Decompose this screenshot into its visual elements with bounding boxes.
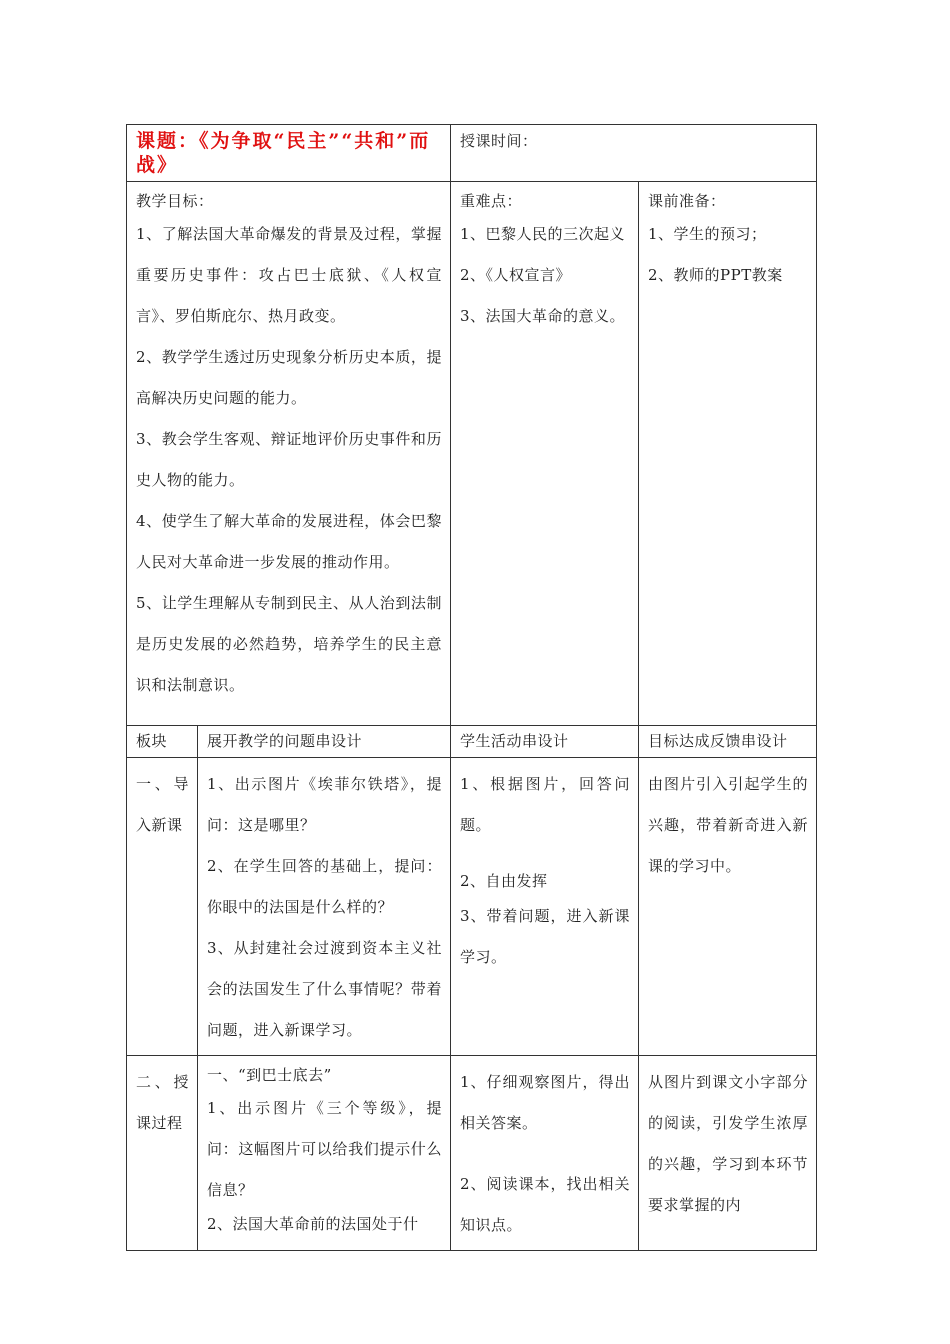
objectives-cell — [127, 182, 451, 726]
objective-item: 5、让学生理解从专制到民主、从人治到法制是历史发展的必然趋势，培养学生的民主意识和法制意识。 — [136, 594, 442, 694]
key-points-cell — [451, 182, 639, 726]
column-header-feedback: 目标达成反馈串设计 — [639, 726, 817, 758]
objective-item: 4、使学生了解大革命的发展进程，体会巴黎人民对大革命进一步发展的推动作用。 — [136, 512, 442, 571]
question-item: 2、在学生回答的基础上，提问：你眼中的法国是什么样的？ — [207, 857, 442, 916]
objective-item: 3、教会学生客观、辩证地评价历史事件和历史人物的能力。 — [136, 430, 442, 489]
objectives-heading: 教学目标： — [136, 192, 214, 210]
preparation-item: 1、学生的预习； — [648, 225, 767, 243]
column-header-block: 板块 — [127, 726, 198, 758]
column-header-questions: 展开教学的问题串设计 — [198, 726, 451, 758]
section-feedback: 从图片到课文小字部分的阅读，引发学生浓厚的兴趣，学习到本环节要求掌握的内 — [639, 1056, 817, 1251]
question-item: 3、从封建社会过渡到资本主义社会的法国发生了什么事情呢？带着问题，进入新课学习。 — [207, 939, 442, 1039]
activity-item: 3、带着问题，进入新课学习。 — [460, 907, 630, 966]
objective-item: 1、了解法国大革命爆发的背景及过程，掌握重要历史事件：攻占巴士底狱、《人权宣言》、罗伯斯庇尔、热月政变。 — [136, 225, 442, 325]
section-activities — [451, 758, 639, 1056]
question-item: 一、“到巴士底去” — [207, 1066, 332, 1084]
column-header-activities: 学生活动串设计 — [451, 726, 639, 758]
question-item: 2、法国大革命前的法国处于什 — [207, 1215, 419, 1233]
section-questions — [198, 758, 451, 1056]
activity-item: 1、根据图片，回答问题。 — [460, 775, 630, 834]
activity-item: 2、阅读课本，找出相关知识点。 — [460, 1175, 630, 1234]
preparation-heading: 课前准备： — [648, 192, 726, 210]
section-questions — [198, 1056, 451, 1251]
preparation-cell — [639, 182, 817, 726]
section-block-label: 二、授课过程 — [127, 1056, 198, 1251]
section-block-label: 一、导入新课 — [127, 758, 198, 1056]
question-item: 1、出示图片《埃菲尔铁塔》，提问：这是哪里？ — [207, 775, 442, 834]
key-point-item: 3、法国大革命的意义。 — [460, 307, 626, 325]
class-time-label: 授课时间： — [451, 125, 817, 182]
objective-item: 2、教学学生透过历史现象分析历史本质，提高解决历史问题的能力。 — [136, 348, 442, 407]
lesson-title: 课题：《为争取“民主”“共和”而战》 — [127, 125, 451, 182]
preparation-item: 2、教师的PPT教案 — [648, 266, 783, 284]
key-point-item: 2、《人权宣言》 — [460, 266, 572, 284]
activity-item: 1、仔细观察图片，得出相关答案。 — [460, 1073, 630, 1132]
section-activities — [451, 1056, 639, 1251]
section-feedback: 由图片引入引起学生的兴趣，带着新奇进入新课的学习中。 — [639, 758, 817, 1056]
lesson-plan-table — [126, 124, 817, 1251]
key-point-item: 1、巴黎人民的三次起义 — [460, 225, 626, 243]
key-points-heading: 重难点： — [460, 192, 523, 210]
question-item: 1、出示图片《三个等级》，提问：这幅图片可以给我们提示什么信息？ — [207, 1099, 442, 1199]
activity-item: 2、自由发挥 — [460, 872, 548, 890]
